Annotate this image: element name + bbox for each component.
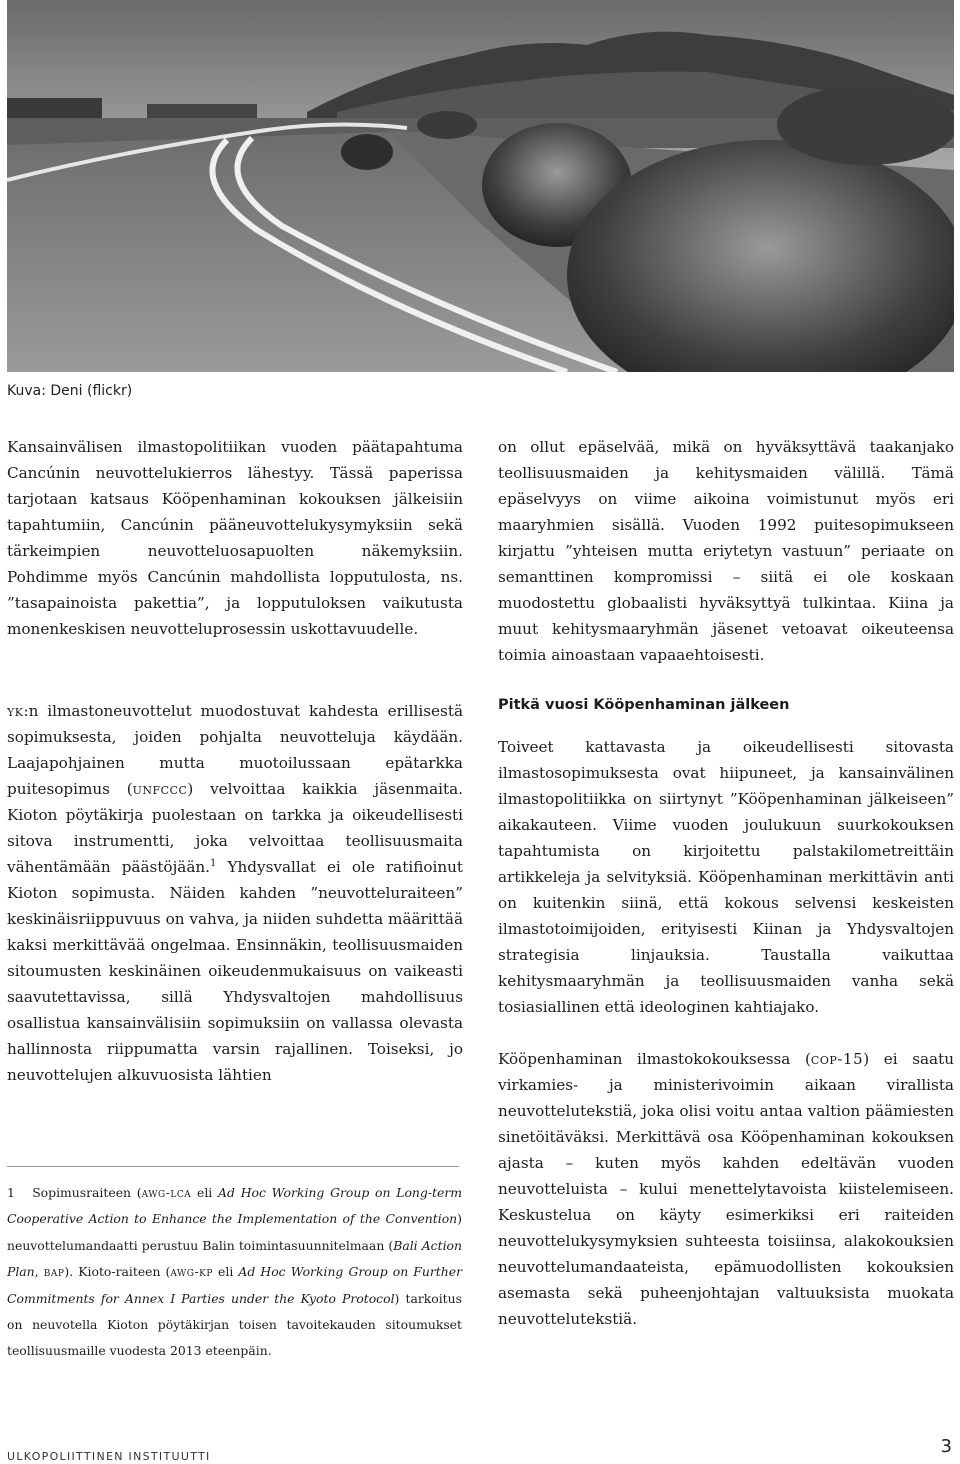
photo-caption: Kuva: Deni (flickr) xyxy=(7,383,133,399)
body-text-b: ) velvoittaa kaikkia jäsenmaita. Kioton pöytäkirja puolestaan on tarkka ja oikeudellisesti sitova instrumentti, joka velvoittaa teollisuusmaita vähentämään päästöjään. xyxy=(7,780,463,876)
footnote-ref-1[interactable]: 1 xyxy=(210,857,217,869)
header-photo xyxy=(7,0,954,372)
body-column-right xyxy=(498,434,954,1332)
footnote-italic-3: Ad Hoc Working Group on Further Commitments for Annex I Parties under the Kyoto Protocol xyxy=(7,1264,463,1306)
section-heading: Pitkä vuosi Kööpenhaminan jälkeen xyxy=(498,697,790,713)
publisher-name: ULKOPOLIITTINEN INSTITUUTTI xyxy=(7,1450,211,1463)
abbr-awg-kp: awg-kp xyxy=(170,1264,213,1280)
footnote-text-1: Sopimusraiteen ( xyxy=(32,1185,142,1200)
page-number: 3 xyxy=(940,1436,952,1457)
footnote-italic-1: Ad Hoc Working Group on Long-term Cooperative Action to Enhance the Implementation of the Convention xyxy=(7,1185,463,1227)
footnote-text-3: ) neuvottelumandaatti perustuu Balin toimintasuunnitelmaan ( xyxy=(7,1211,462,1253)
lead-text: Kansainvälisen ilmastopolitiikan vuoden päätapahtuma Cancúnin neuvottelukierros lähestyy. Tässä paperissa tarjotaan katsaus Kööpenhaminan kokouksen jälkeisiin tapahtumiin, Cancúnin pääneuvottelukysymyksiin sekä tärkeimpien neuvotteluosapuolten näkemyksiin. Pohdimme myös Cancúnin mahdollista lopputulosta, ns. ”tasapainoista pakettia”, ja lopputuloksen vaikutusta monenkeskisen neuvotteluprosessin uskottavuudelle. xyxy=(7,438,463,638)
right-paragraph-3 xyxy=(498,1046,954,1332)
body-text-a: :n ilmastoneuvottelut muodostuvat kahdesta erillisestä sopimuksesta, joiden pohjalta neuvotteluja käydään. Laajapohjainen mutta muotoilussaan epätarkka puitesopimus ( xyxy=(7,702,463,798)
landscape-photo-icon xyxy=(7,0,954,372)
abbr-yk: yk xyxy=(7,702,24,720)
footnote-text-5: ). Kioto-raiteen ( xyxy=(64,1264,171,1280)
body-paragraph-1 xyxy=(7,698,463,1088)
abbr-cop: cop-15 xyxy=(810,1050,864,1068)
footnote-number: 1 xyxy=(7,1185,15,1200)
right-paragraph-2: Toiveet kattavasta ja oikeudellisesti sitovasta ilmastosopimuksesta ovat hiipuneet, ja kansainvälinen ilmastopolitiikka on siirtynyt ”Kööpenhaminan jälkeiseen” aikakauteen. Viime vuoden joulukuun suurkokouksen tapahtumista on kirjoitettu palstakilometreittäin artikkeleja ja selvityksiä. Kööpenhaminan merkittävin anti on kuitenkin siinä, että kokous selvensi keskeisten ilmastotoimijoiden, erityisesti Kiinan ja Yhdysvaltojen strategisia linjauksia. Taustalla vaikuttaa kehitysmaaryhmän ja teollisuusmaiden vanha sekä tosiasiallinen että ideologinen kahtiajako. xyxy=(498,738,954,1016)
abbr-awg-lca: awg-lca xyxy=(141,1185,192,1200)
right-paragraph-1: on ollut epäselvää, mikä on hyväksyttävä taakanjako teollisuusmaiden ja kehitysmaiden välillä. Tämä epäselvyys on viime aikoina voimistunut myös eri maaryhmien sisällä. Vuoden 1992 puitesopimukseen kirjattu ”yhteisen mutta eriytetyn vastuun” periaate on semanttinen kompromissi – siitä ei ole koskaan muodostettu globaalisti hyväksyttyä tulkintaa. Kiina ja muut kehitysmaaryhmän jäsenet vetoavat oikeuteensa toimia ainoastaan vapaaehtoisesti. xyxy=(498,438,954,664)
right-text-3a: Kööpenhaminan ilmastokokouksessa ( xyxy=(498,1050,811,1068)
right-text-3b: ) ei saatu virkamies- ja ministerivoimin aikaan virallista neuvottelutekstiä, joka olisi voitu antaa valtion päämiesten sinetöitäväksi. Merkittävä osa Kööpenhaminan kokouksen ajasta – kuten myös kahden edeltävän vuoden neuvotteluista – kului menettelytavoista kiistelemiseen. Keskustelua on käyty esimerkiksi eri raiteiden neuvottelukysymyksien suhteesta toisiinsa, alakokouksien neuvottelumandaateista, epämuodollisten kokouksien asemasta sekä puheenjohtajan valtuuksista muokata neuvottelutekstiä. xyxy=(498,1050,954,1328)
abbr-bap: bap xyxy=(43,1264,65,1280)
abbr-unfccc: unfccc xyxy=(132,780,188,798)
footnote-text-7: ) tarkoitus on neuvotella Kioton pöytäkirjan toisen tavoitekauden sitoumukset teollisuusmaille vuodesta 2013 eteenpäin. xyxy=(7,1290,462,1359)
lead-paragraph xyxy=(7,434,463,642)
footnote-text-4: , xyxy=(34,1264,44,1280)
body-text-c: Yhdysvallat ei ole ratifioinut Kioton sopimusta. Näiden kahden ”neuvotteluraiteen” keskinäisriippuvuus on vahva, ja niiden suhdetta määrittää kaksi merkittävää ongelmaa. Ensinnäkin, teollisuusmaiden sitoumusten keskinäinen oikeudenmukaisuus on vaikeasti saavutettavissa, sillä Yhdysvaltojen mahdollisuus osallistua kansainvälisiin sopimuksiin on vallassa olevasta hallinnosta riippumatta varsin rajallinen. Toiseksi, jo neuvottelujen alkuvuosista lähtien xyxy=(7,858,463,1084)
footnote-italic-2: Bali Action Plan xyxy=(7,1237,462,1280)
body-column-left xyxy=(7,698,463,1088)
footnote-text-6: eli xyxy=(212,1264,239,1280)
footnote-text-2: eli xyxy=(191,1185,219,1200)
footnote xyxy=(7,1180,462,1365)
footnote-divider xyxy=(7,1166,459,1167)
